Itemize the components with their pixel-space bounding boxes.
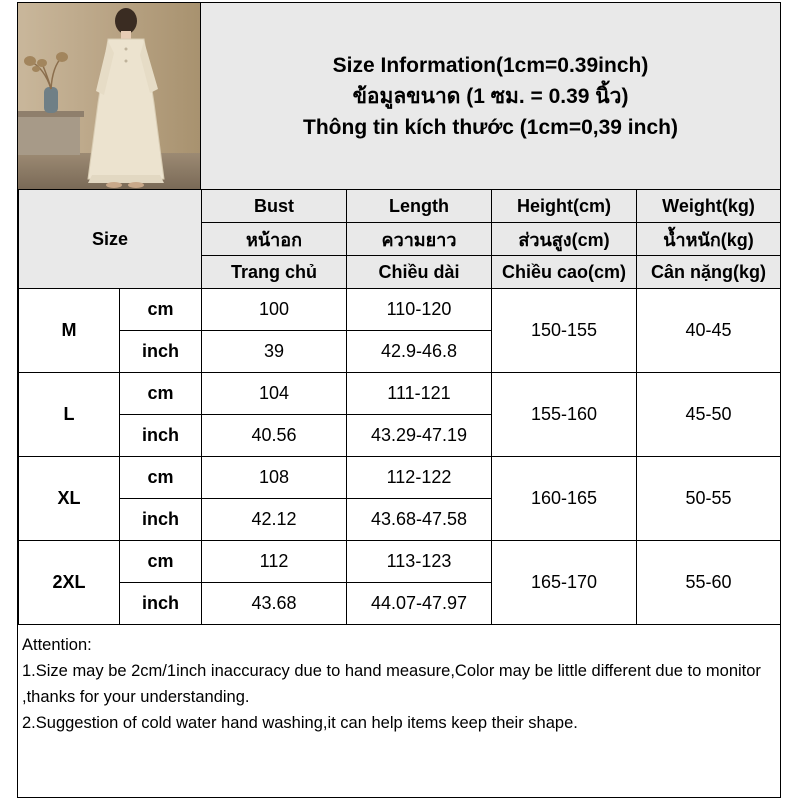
- header: [18, 3, 780, 189]
- weight-cell: 45-50: [637, 373, 781, 457]
- attention-notes: [18, 628, 780, 736]
- table-row: [19, 373, 781, 415]
- weight-cell: 40-45: [637, 289, 781, 373]
- table-row: [19, 541, 781, 583]
- length-cell: 112-122: [347, 457, 492, 499]
- length-cell: 113-123: [347, 541, 492, 583]
- length-cell: 43.29-47.19: [347, 415, 492, 457]
- col-height-th: ส่วนสูง(cm): [492, 223, 637, 256]
- length-cell: 111-121: [347, 373, 492, 415]
- unit-label: inch: [120, 583, 202, 625]
- col-height-vi: Chiều cao(cm): [492, 256, 637, 289]
- bust-cell: 112: [202, 541, 347, 583]
- height-cell: 160-165: [492, 457, 637, 541]
- product-photo: [18, 3, 201, 189]
- length-cell: 44.07-47.97: [347, 583, 492, 625]
- col-bust-vi: Trang chủ: [202, 256, 347, 289]
- bust-cell: 39: [202, 331, 347, 373]
- weight-cell: 55-60: [637, 541, 781, 625]
- unit-label: inch: [120, 415, 202, 457]
- length-cell: 42.9-46.8: [347, 331, 492, 373]
- notes-heading: Attention:: [22, 636, 92, 654]
- col-weight-th: น้ำหนัก(kg): [637, 223, 781, 256]
- table-row: [19, 457, 781, 499]
- bust-cell: 100: [202, 289, 347, 331]
- size-header: Size: [19, 190, 202, 289]
- size-label: XL: [19, 457, 120, 541]
- title-thai: ข้อมูลขนาด (1 ซม. = 0.39 นิ้ว): [352, 84, 629, 108]
- size-label: 2XL: [19, 541, 120, 625]
- title-vietnamese: Thông tin kích thước (1cm=0,39 inch): [303, 115, 678, 139]
- col-length-th: ความยาว: [347, 223, 492, 256]
- height-cell: 155-160: [492, 373, 637, 457]
- size-chart: [17, 2, 781, 798]
- unit-label: cm: [120, 289, 202, 331]
- bust-cell: 40.56: [202, 415, 347, 457]
- col-bust-en: Bust: [202, 190, 347, 223]
- product-photo-illustration: [18, 3, 201, 189]
- title-box: [201, 3, 780, 189]
- unit-label: inch: [120, 331, 202, 373]
- unit-label: cm: [120, 541, 202, 583]
- unit-label: cm: [120, 373, 202, 415]
- bust-cell: 42.12: [202, 499, 347, 541]
- unit-label: cm: [120, 457, 202, 499]
- length-cell: 43.68-47.58: [347, 499, 492, 541]
- col-weight-en: Weight(kg): [637, 190, 781, 223]
- size-table: [18, 189, 781, 625]
- size-label: L: [19, 373, 120, 457]
- table-row: [19, 289, 781, 331]
- col-length-vi: Chiều dài: [347, 256, 492, 289]
- height-cell: 165-170: [492, 541, 637, 625]
- note-item: 2.Suggestion of cold water hand washing,it can help items keep their shape.: [22, 714, 578, 732]
- height-cell: 150-155: [492, 289, 637, 373]
- note-item: 1.Size may be 2cm/1inch inaccuracy due to hand measure,Color may be little different due to monitor ,thanks for your understanding.: [22, 662, 761, 706]
- col-height-en: Height(cm): [492, 190, 637, 223]
- length-cell: 110-120: [347, 289, 492, 331]
- bust-cell: 104: [202, 373, 347, 415]
- unit-label: inch: [120, 499, 202, 541]
- col-weight-vi: Cân nặng(kg): [637, 256, 781, 289]
- bust-cell: 43.68: [202, 583, 347, 625]
- title-english: Size Information(1cm=0.39inch): [332, 53, 649, 77]
- size-label: M: [19, 289, 120, 373]
- col-length-en: Length: [347, 190, 492, 223]
- weight-cell: 50-55: [637, 457, 781, 541]
- col-bust-th: หน้าอก: [202, 223, 347, 256]
- bust-cell: 108: [202, 457, 347, 499]
